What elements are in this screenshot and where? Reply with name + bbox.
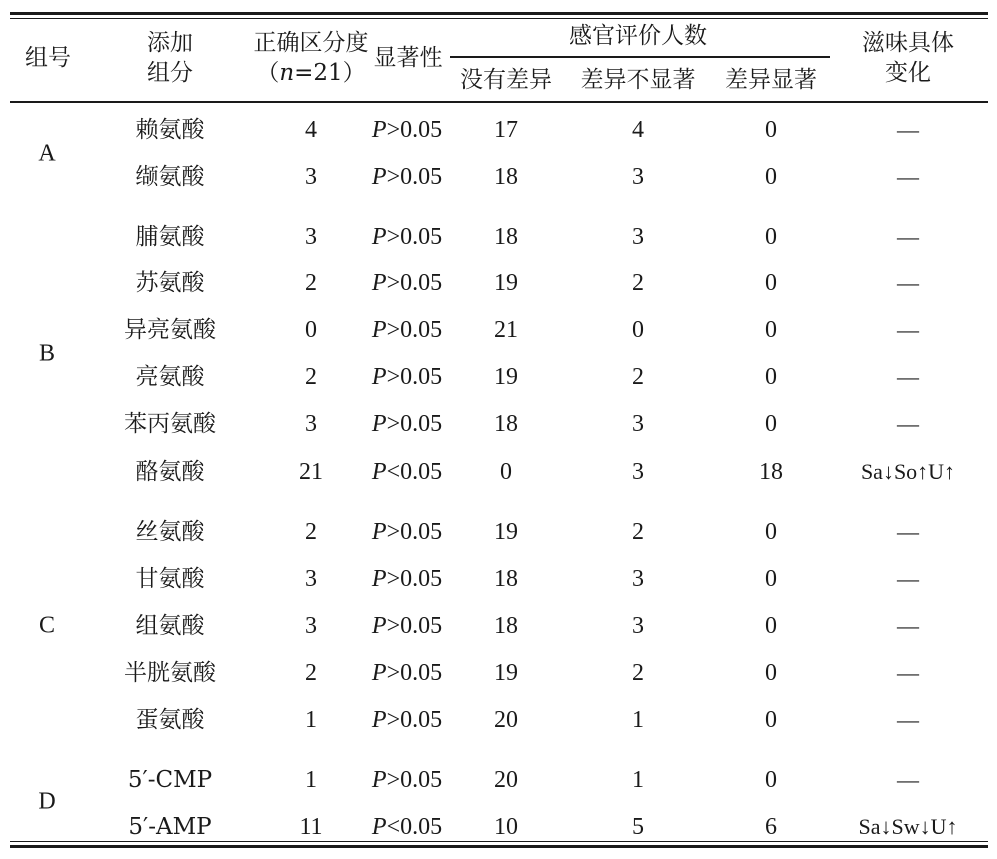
cell-diff-sig: 0: [765, 117, 777, 143]
cell-correct-count: 3: [305, 566, 317, 592]
cell-diff-not-sig: 4: [632, 117, 644, 143]
cell-diff-not-sig: 3: [632, 566, 644, 592]
cell-no-diff: 20: [494, 767, 518, 793]
cell-significance: P>0.05: [371, 707, 443, 733]
group-label-c: C: [38, 612, 56, 639]
cell-significance: P>0.05: [371, 519, 443, 545]
group-label-a: A: [38, 140, 56, 167]
cell-correct-count: 21: [299, 459, 323, 485]
cell-component: 苏氨酸: [135, 270, 205, 296]
cell-diff-not-sig: 2: [632, 519, 644, 545]
cell-no-diff: 19: [494, 270, 518, 296]
cell-significance: P>0.05: [371, 117, 443, 143]
cell-taste-change: —: [897, 317, 919, 342]
cell-diff-sig: 0: [765, 566, 777, 592]
cell-taste-change: —: [897, 224, 919, 249]
cell-diff-sig: 18: [759, 459, 783, 485]
cell-component: 组氨酸: [135, 613, 205, 639]
cell-no-diff: 18: [494, 613, 518, 639]
cell-significance: P>0.05: [371, 613, 443, 639]
cell-taste-change: —: [897, 117, 919, 142]
cell-significance: P>0.05: [371, 164, 443, 190]
cell-diff-sig: 0: [765, 613, 777, 639]
cell-significance: P>0.05: [371, 270, 443, 296]
cell-diff-not-sig: 1: [632, 767, 644, 793]
cell-component: 脯氨酸: [135, 224, 205, 250]
cell-correct-count: 1: [305, 707, 317, 733]
cell-correct-count: 2: [305, 519, 317, 545]
cell-no-diff: 18: [494, 566, 518, 592]
cell-no-diff: 21: [494, 317, 518, 343]
cell-component: 5′-AMP: [128, 814, 212, 840]
cell-diff-sig: 0: [765, 364, 777, 390]
cell-no-diff: 19: [494, 519, 518, 545]
cell-component: 蛋氨酸: [135, 707, 205, 733]
top-rule-thick: [10, 12, 988, 15]
cell-correct-count: 1: [305, 767, 317, 793]
top-rule-thin: [10, 18, 988, 19]
header-group-no: 组号: [25, 45, 71, 71]
cell-taste-change: Sa↓Sw↓U↑: [858, 814, 958, 839]
header-discrimination-line2: （n=21）: [256, 60, 366, 86]
cell-component: 半胱氨酸: [124, 660, 216, 686]
cell-diff-sig: 6: [765, 814, 777, 840]
cell-no-diff: 19: [494, 660, 518, 686]
cell-diff-sig: 0: [765, 767, 777, 793]
cell-no-diff: 18: [494, 411, 518, 437]
cell-diff-sig: 0: [765, 411, 777, 437]
cell-component: 丝氨酸: [135, 519, 205, 545]
cell-diff-sig: 0: [765, 707, 777, 733]
panel-header-underline: [450, 56, 830, 58]
cell-correct-count: 3: [305, 411, 317, 437]
cell-diff-not-sig: 2: [632, 660, 644, 686]
cell-significance: P>0.05: [371, 767, 443, 793]
cell-correct-count: 2: [305, 364, 317, 390]
cell-diff-sig: 0: [765, 270, 777, 296]
cell-taste-change: —: [897, 707, 919, 732]
cell-diff-sig: 0: [765, 317, 777, 343]
cell-component: 酪氨酸: [135, 459, 205, 485]
cell-correct-count: 4: [305, 117, 317, 143]
bottom-rule-thick: [10, 845, 988, 848]
cell-taste-change: —: [897, 364, 919, 389]
cell-diff-not-sig: 3: [632, 613, 644, 639]
cell-taste-change: —: [897, 519, 919, 544]
header-taste-change: [862, 28, 954, 88]
header-discrimination: [254, 28, 369, 88]
cell-diff-not-sig: 1: [632, 707, 644, 733]
cell-component: 甘氨酸: [135, 566, 205, 592]
cell-significance: P>0.05: [371, 364, 443, 390]
header-taste-change-line2: 变化: [885, 60, 931, 86]
cell-no-diff: 0: [500, 459, 512, 485]
cell-significance: P<0.05: [371, 459, 443, 485]
cell-correct-count: 3: [305, 613, 317, 639]
cell-component: 5′-CMP: [127, 767, 213, 793]
cell-diff-not-sig: 3: [632, 224, 644, 250]
cell-significance: P>0.05: [371, 224, 443, 250]
group-label-d: D: [38, 788, 56, 815]
cell-taste-change: Sa↓So↑U↑: [860, 459, 956, 484]
cell-diff-not-sig: 5: [632, 814, 644, 840]
header-diff-sig: 差异显著: [725, 67, 817, 93]
cell-taste-change: —: [897, 566, 919, 591]
cell-taste-change: —: [897, 660, 919, 685]
cell-significance: P<0.05: [371, 814, 443, 840]
header-no-diff: 没有差异: [460, 67, 552, 93]
cell-no-diff: 19: [494, 364, 518, 390]
bottom-rule-thin: [10, 841, 988, 842]
cell-diff-sig: 0: [765, 519, 777, 545]
cell-diff-not-sig: 3: [632, 459, 644, 485]
cell-no-diff: 20: [494, 707, 518, 733]
header-added-component-line2: 组分: [147, 60, 193, 86]
header-significance: 显著性: [373, 45, 443, 71]
group-label-b: B: [38, 340, 56, 367]
cell-correct-count: 3: [305, 224, 317, 250]
cell-taste-change: —: [897, 164, 919, 189]
cell-significance: P>0.05: [371, 566, 443, 592]
header-panel-count: 感官评价人数: [569, 23, 707, 49]
header-diff-not-sig: 差异不显著: [580, 67, 696, 93]
cell-component: 亮氨酸: [135, 364, 205, 390]
cell-component: 异亮氨酸: [124, 317, 216, 343]
cell-diff-not-sig: 3: [632, 164, 644, 190]
cell-no-diff: 18: [494, 164, 518, 190]
cell-significance: P>0.05: [371, 660, 443, 686]
cell-diff-not-sig: 2: [632, 364, 644, 390]
cell-taste-change: —: [897, 613, 919, 638]
cell-diff-not-sig: 3: [632, 411, 644, 437]
cell-diff-not-sig: 2: [632, 270, 644, 296]
cell-correct-count: 3: [305, 164, 317, 190]
header-taste-change-line1: 滋味具体: [862, 30, 954, 56]
cell-no-diff: 10: [494, 814, 518, 840]
cell-taste-change: —: [897, 411, 919, 436]
cell-taste-change: —: [897, 767, 919, 792]
cell-taste-change: —: [897, 270, 919, 295]
cell-correct-count: 0: [305, 317, 317, 343]
cell-significance: P>0.05: [371, 317, 443, 343]
header-bottom-rule: [10, 101, 988, 103]
header-discrimination-line1: 正确区分度: [253, 30, 369, 56]
cell-component: 赖氨酸: [135, 117, 205, 143]
cell-significance: P>0.05: [371, 411, 443, 437]
header-added-component-line1: 添加: [147, 30, 193, 56]
cell-component: 缬氨酸: [135, 164, 205, 190]
cell-correct-count: 2: [305, 660, 317, 686]
cell-no-diff: 17: [494, 117, 518, 143]
cell-diff-sig: 0: [765, 660, 777, 686]
cell-diff-not-sig: 0: [632, 317, 644, 343]
cell-correct-count: 11: [299, 814, 323, 840]
cell-correct-count: 2: [305, 270, 317, 296]
cell-no-diff: 18: [494, 224, 518, 250]
cell-diff-sig: 0: [765, 224, 777, 250]
cell-diff-sig: 0: [765, 164, 777, 190]
header-added-component: [147, 28, 193, 88]
cell-component: 苯丙氨酸: [124, 411, 216, 437]
